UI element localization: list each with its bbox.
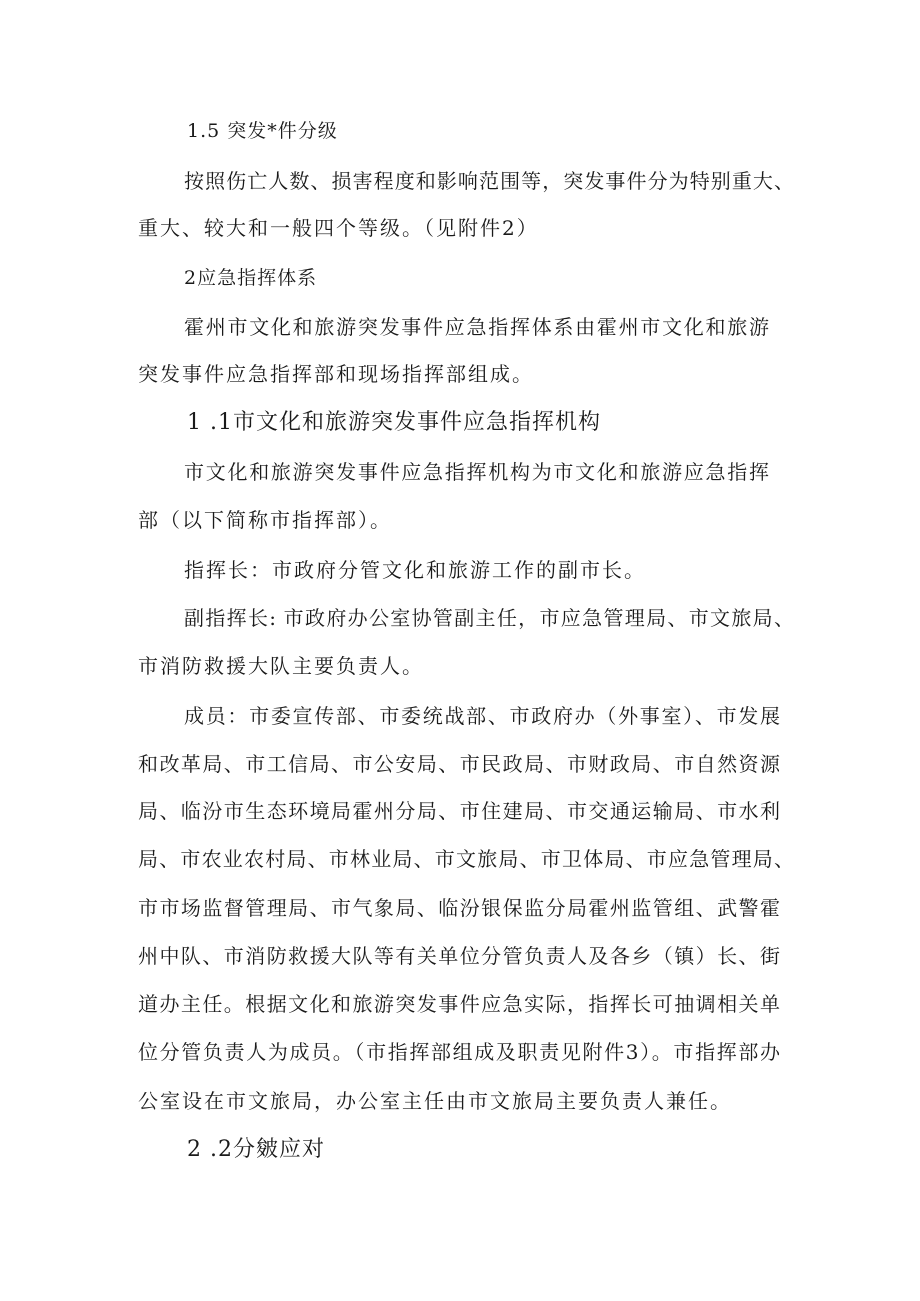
members-line: 位分管负责人为成员。（市指挥部组成及职责见附件3）。市指挥部办 — [138, 1040, 780, 1064]
paragraph-line: 按照伤亡人数、损害程度和影响范围等，突发事件分为特别重大、 — [184, 169, 794, 193]
commander-line: 指挥长：市政府分管文化和旅游工作的副市长。 — [184, 558, 646, 582]
members-line: 和改革局、市工信局、市公安局、市民政局、市财政局、市自然资源 — [138, 752, 780, 776]
members-line: 成员：市委宣传部、市委统战部、市政府办（外事室）、市发展 — [184, 704, 780, 728]
section-2-1-heading: 1 .1市文化和旅游突发事件应急指挥机构 — [187, 410, 601, 435]
deputy-commander-line: 市消防救援大队主要负责人。 — [138, 654, 424, 678]
members-line: 局、市农业农村局、市林业局、市文旅局、市卫体局、市应急管理局、 — [138, 847, 794, 871]
section-2-2-heading: 2 .2分皴应对 — [187, 1137, 325, 1162]
section-2-heading: 2应急指挥体系 — [184, 267, 318, 289]
paragraph-line: 突发事件应急指挥部和现场指挥部组成。 — [138, 362, 534, 386]
paragraph-line: 重大、较大和一般四个等级。（见附件2） — [138, 216, 539, 240]
paragraph-line: 部（以下简称市指挥部）。 — [138, 508, 392, 532]
deputy-commander-line: 副指挥长: 市政府办公室协管副主任，市应急管理局、市文旅局、 — [184, 606, 794, 630]
section-1-5-heading: 1.5 突发*件分级 — [187, 120, 338, 142]
members-line: 道办主任。根据文化和旅游突发事件应急实际，指挥长可抽调相关单 — [138, 992, 780, 1016]
paragraph-line: 市文化和旅游突发事件应急指挥机构为市文化和旅游应急指挥 — [184, 460, 769, 484]
members-line: 州中队、市消防救援大队等有关单位分管负责人及各乡（镇）长、街 — [138, 944, 780, 968]
members-line: 局、临汾市生态环境局霍州分局、市住建局、市交通运输局、市水利 — [138, 799, 780, 823]
paragraph-line: 霍州市文化和旅游突发事件应急指挥体系由霍州市文化和旅游 — [184, 315, 769, 339]
members-line: 市市场监督管理局、市气象局、临汾银保监分局霍州监管组、武警霍 — [138, 896, 780, 920]
members-line: 公室设在市文旅局，办公室主任由市文旅局主要负责人兼任。 — [138, 1089, 732, 1113]
